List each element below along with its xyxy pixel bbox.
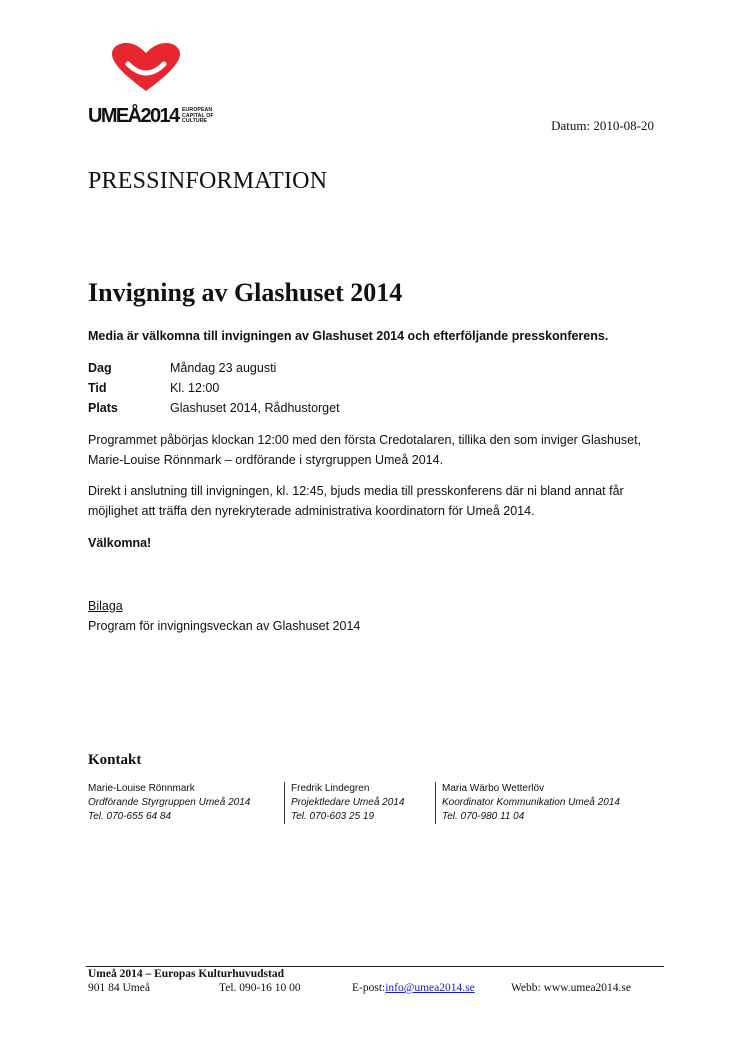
contact-phone: Tel. 070-603 25 19: [291, 811, 375, 822]
umea2014-logo: [88, 42, 228, 132]
email-link[interactable]: info@umea2014.se: [385, 982, 475, 994]
body-paragraph-2: Direkt i anslutning till invigningen, kl. 12:45, bjuds media till presskonferens där ni bland annat får möjlighet att träffa den nyrekryterade administrativa koordinatorn för Umeå 2014.: [88, 484, 624, 518]
contact-card: [88, 782, 250, 824]
logo-subtitle: EUROPEAN CAPITAL OF CULTURE: [182, 107, 214, 125]
contact-phone: Tel. 070-980 11 04: [442, 811, 525, 822]
body-paragraph-1: Programmet påbörjas klockan 12:00 med den första Credotalaren, tillika den som inviger Glashuset, Marie-Louise Rönnmark – ordförande i styrgruppen Umeå 2014.: [88, 433, 642, 467]
contact-name: Marie-Louise Rönnmark: [88, 783, 195, 794]
event-details: [88, 360, 340, 420]
contact-role: Koordinator Kommunikation Umeå 2014: [442, 797, 620, 808]
welcome-text: Välkomna!: [88, 536, 152, 550]
attachment-text: Program för invigningsveckan av Glashuset 2014: [88, 619, 361, 633]
contact-role: Projektledare Umeå 2014: [291, 797, 405, 808]
contact-role: Ordförande Styrgruppen Umeå 2014: [88, 797, 251, 808]
footer-organization: Umeå 2014 – Europas Kulturhuvudstad: [88, 968, 284, 980]
footer-website: Webb: www.umea2014.se: [511, 982, 632, 994]
contact-heading: Kontakt: [88, 752, 142, 768]
contact-card: [284, 782, 404, 824]
detail-key: Plats: [88, 401, 118, 415]
detail-row-place: [88, 400, 340, 420]
footer-divider: [86, 966, 664, 967]
detail-value: Glashuset 2014, Rådhustorget: [170, 401, 340, 415]
page-title: Invigning av Glashuset 2014: [88, 278, 403, 307]
detail-row-day: [88, 360, 340, 380]
footer-email-label: E-post:: [352, 982, 386, 994]
footer-phone: Tel. 090-16 10 00: [219, 982, 301, 994]
lead-text: Media är välkomna till invigningen av Glashuset 2014 och efterföljande presskonferens.: [88, 329, 609, 343]
contact-phone: Tel. 070-655 64 84: [88, 811, 172, 822]
contact-name: Maria Wärbo Wetterlöv: [442, 783, 545, 794]
date-text: Datum: 2010-08-20: [551, 118, 654, 133]
contact-name: Fredrik Lindegren: [291, 783, 370, 794]
footer-email: [352, 982, 475, 994]
document-type: PRESSINFORMATION: [88, 168, 328, 194]
contact-card: [435, 782, 620, 824]
detail-row-time: [88, 380, 340, 400]
detail-key: Dag: [88, 361, 112, 375]
attachment-heading: Bilaga: [88, 599, 123, 613]
detail-value: Måndag 23 augusti: [170, 361, 277, 375]
footer-address: 901 84 Umeå: [88, 982, 150, 994]
detail-value: Kl. 12:00: [170, 381, 220, 395]
detail-key: Tid: [88, 381, 107, 395]
logo-wordmark: UMEÅ2014: [88, 105, 179, 127]
